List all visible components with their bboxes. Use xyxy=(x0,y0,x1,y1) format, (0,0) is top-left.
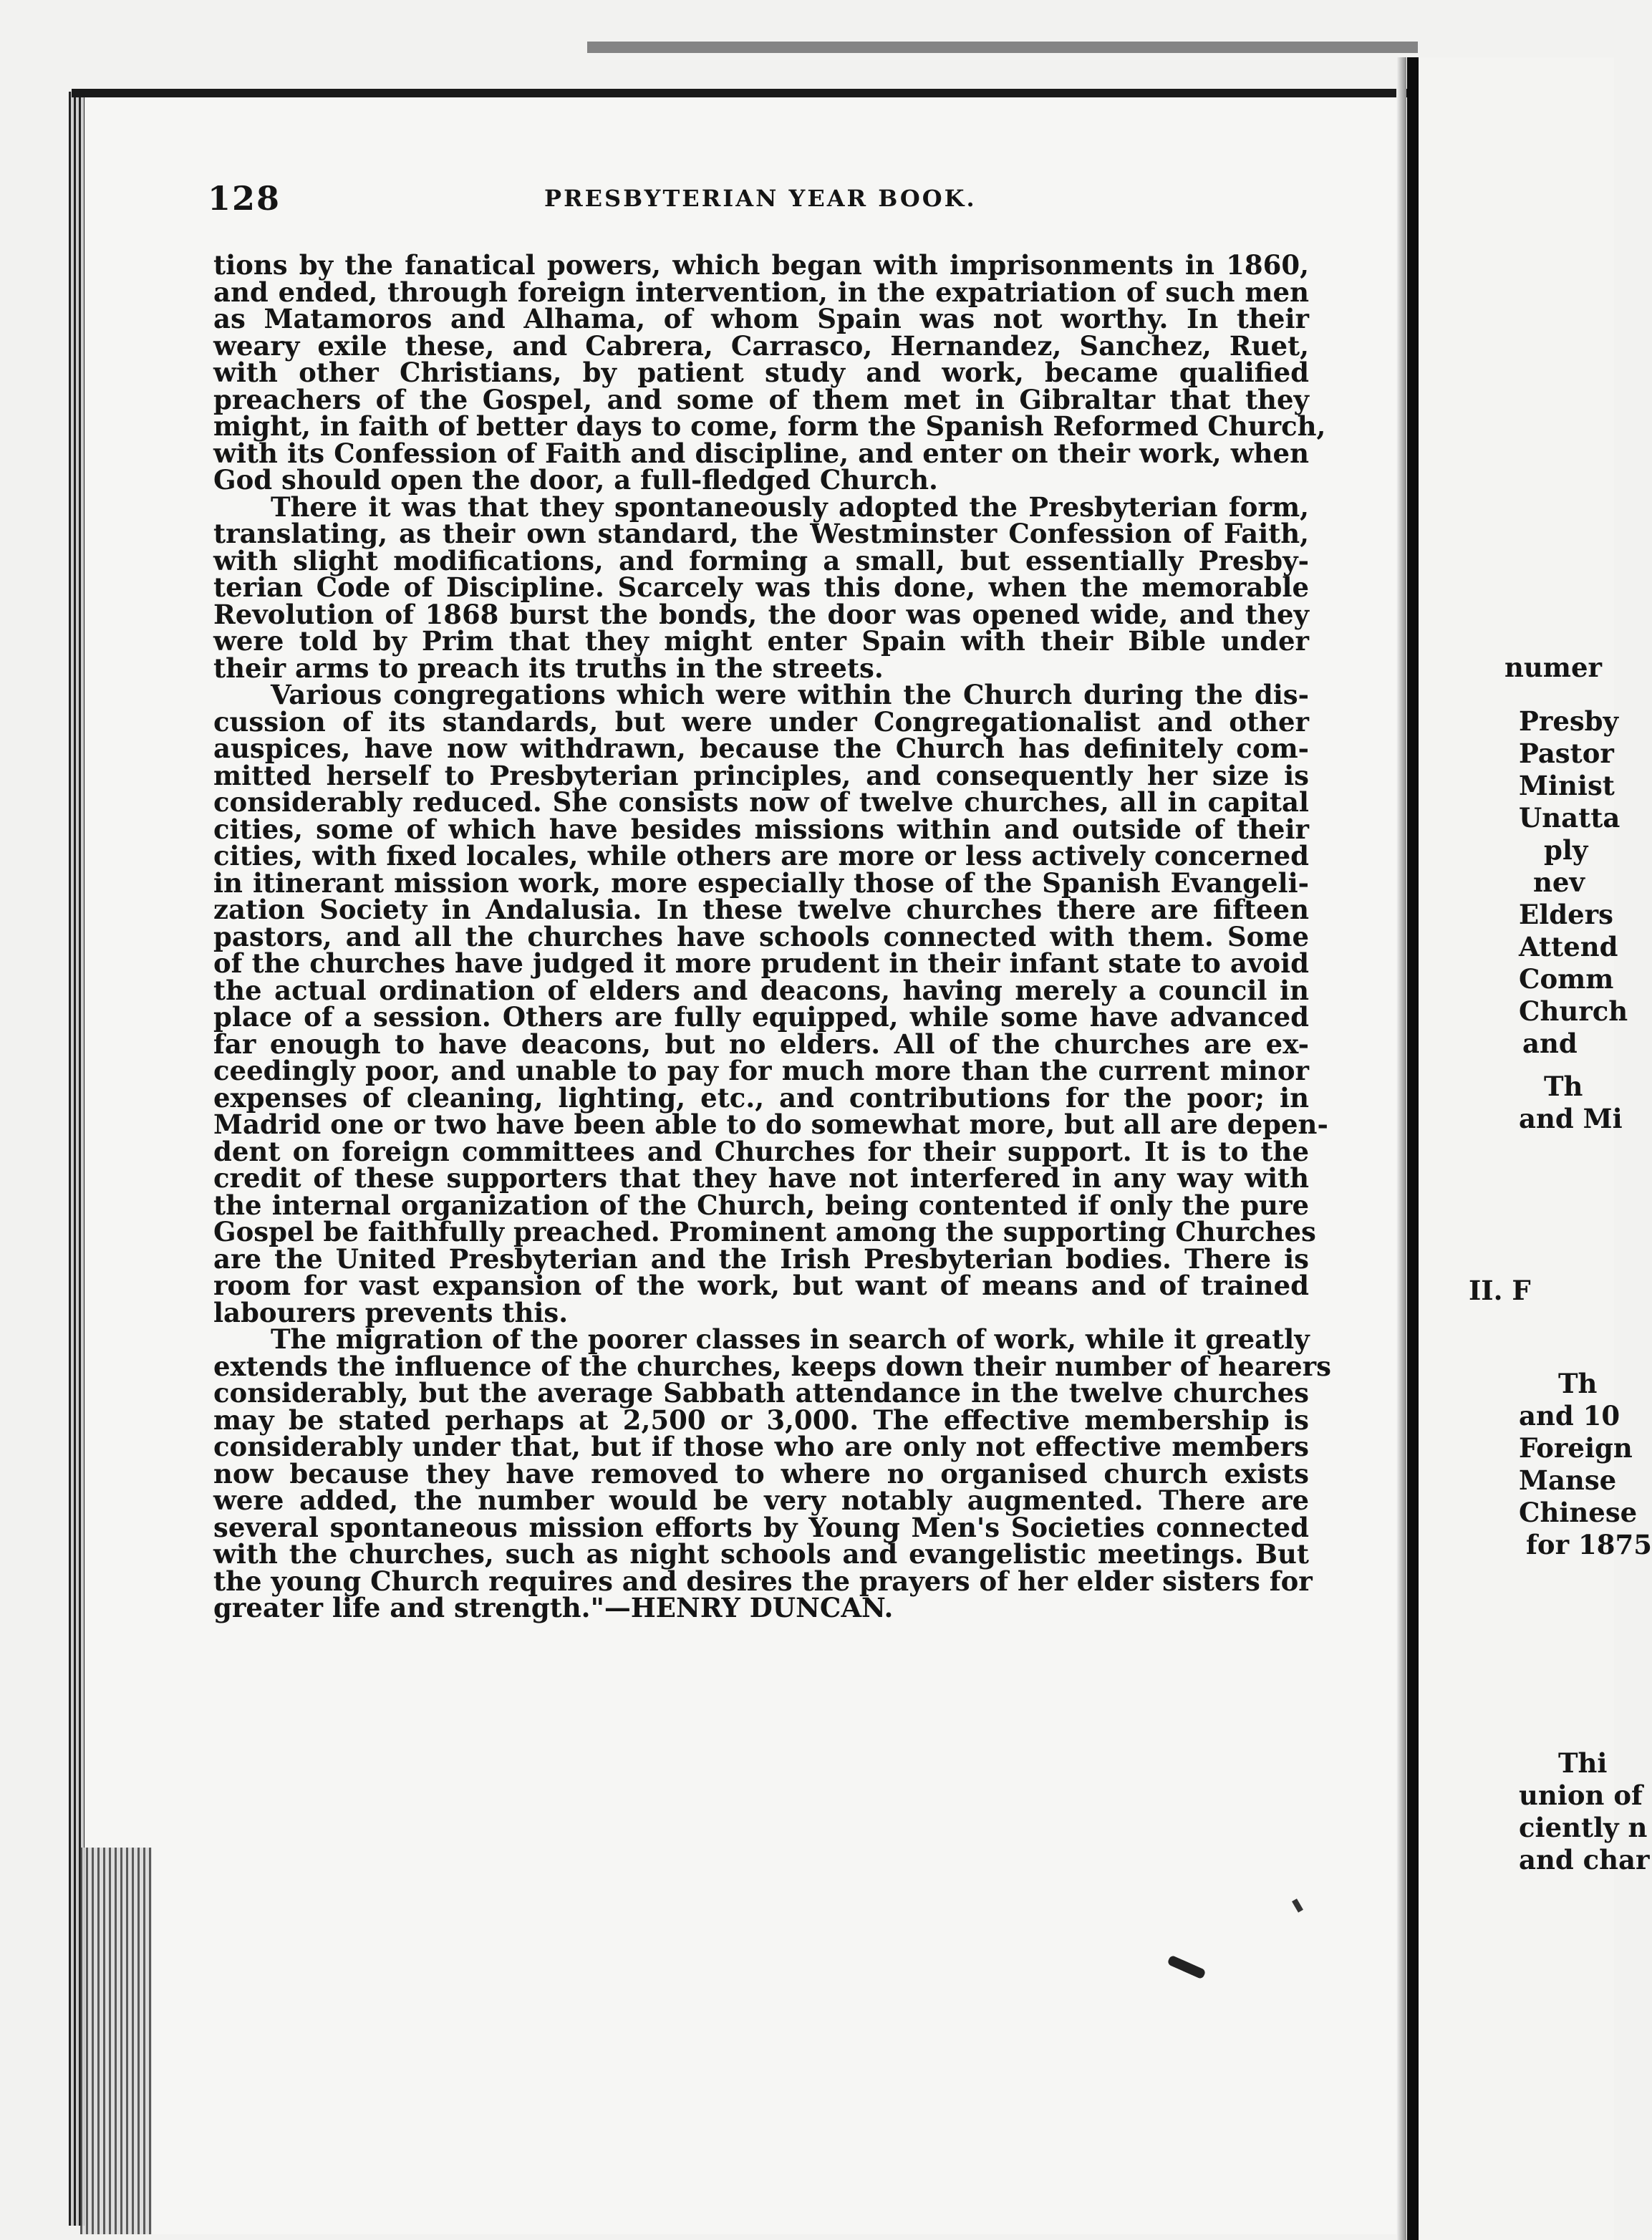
text-line: the young Church requires and desires the prayers of her elder sisters for xyxy=(213,1565,1313,1597)
text-line: and ended, through foreign intervention, in the expatriation of such men xyxy=(213,276,1309,308)
next-page-line: Pastor xyxy=(1519,738,1614,769)
next-page-line: Th xyxy=(1544,1071,1583,1102)
paragraph xyxy=(213,679,1328,1328)
text-line: Various congregations which were within the Church during the dis- xyxy=(271,679,1309,710)
page-edges-bottom xyxy=(80,1848,152,2234)
text-line: are the United Presbyterian and the Irish Presbyterian bodies. There is xyxy=(213,1242,1309,1275)
text-line: God should open the door, a full-fledged Church. xyxy=(213,464,938,496)
next-page-line: ply xyxy=(1544,834,1588,866)
text-line: were added, the number would be very notably augmented. There are xyxy=(213,1485,1309,1516)
text-line: considerably reduced. She consists now of twelve churches, all in capital xyxy=(213,786,1309,818)
paragraph xyxy=(213,249,1326,496)
text-line: dent on foreign committees and Churches for their support. It is to the xyxy=(213,1135,1309,1167)
text-line: as Matamoros and Alhama, of whom Spain was not worthy. In their xyxy=(213,303,1309,334)
next-page-line: numer xyxy=(1504,652,1602,683)
next-page-line: and char xyxy=(1519,1844,1650,1875)
text-line: cities, with fixed locales, while others are more or less actively concerned xyxy=(213,840,1309,872)
text-line: ceedingly poor, and unable to pay for much more than the current minor xyxy=(213,1055,1309,1086)
text-line: considerably under that, but if those who are only not effective members xyxy=(213,1431,1309,1462)
next-page-line: union of xyxy=(1519,1780,1643,1811)
next-page-line: Church xyxy=(1519,995,1628,1027)
next-page-line: Presby xyxy=(1519,705,1619,737)
next-page-line: and Mi xyxy=(1519,1103,1623,1134)
text-line: preachers of the Gospel, and some of them met in Gibraltar that they xyxy=(213,383,1309,415)
text-line: the internal organization of the Church, being contented if only the pure xyxy=(213,1189,1309,1221)
paragraph xyxy=(213,491,1309,684)
text-line: several spontaneous mission efforts by Young Men's Societies connected xyxy=(213,1511,1309,1543)
next-page-line: and xyxy=(1522,1028,1578,1059)
next-page-line: Unatta xyxy=(1519,802,1620,834)
text-line: the actual ordination of elders and deacons, having merely a council in xyxy=(213,974,1309,1006)
text-line: now because they have removed to where no organised church exists xyxy=(213,1457,1309,1490)
next-page-line: Attend xyxy=(1519,931,1618,962)
text-line: considerably, but the average Sabbath attendance in the twelve churches xyxy=(213,1377,1309,1409)
text-line: Madrid one or two have been able to do somewhat more, but all are depen- xyxy=(213,1109,1328,1140)
text-line: place of a session. Others are fully equipped, while some have advanced xyxy=(213,1001,1309,1033)
text-line: auspices, have now withdrawn, because the Church has definitely com- xyxy=(213,733,1309,764)
text-line: There it was that they spontaneously adopted the Presbyterian form, xyxy=(271,491,1309,523)
body-text xyxy=(213,249,1331,1623)
next-page-line: Comm xyxy=(1519,963,1614,995)
next-page-line: Chinese xyxy=(1519,1497,1638,1528)
text-line: labourers prevents this. xyxy=(213,1296,569,1328)
next-page-line: Foreign xyxy=(1519,1432,1633,1464)
next-page-line: Manse xyxy=(1519,1464,1617,1496)
text-line: may be stated perhaps at 2,500 or 3,000. The effective membership is xyxy=(213,1404,1309,1436)
text-line: cities, some of which have besides missions within and outside of their xyxy=(213,813,1309,845)
next-page-line: for 1875 xyxy=(1526,1529,1652,1560)
next-page-line: II. F xyxy=(1469,1275,1531,1306)
text-line: Gospel be faithfully preached. Prominent among the supporting Churches xyxy=(213,1216,1316,1247)
page-number: 128 xyxy=(208,179,281,218)
text-line: were told by Prim that they might enter Spain with their Bible under xyxy=(213,625,1309,657)
text-line: Revolution of 1868 burst the bonds, the door was opened wide, and they xyxy=(213,598,1309,630)
text-line: might, in faith of better days to come, form the Spanish Reformed Church, xyxy=(213,410,1326,442)
next-page-line: nev xyxy=(1533,866,1585,898)
next-page-line: ciently n xyxy=(1519,1812,1648,1843)
text-line: expenses of cleaning, lighting, etc., and contributions for the poor; in xyxy=(213,1081,1309,1114)
text-line: mitted herself to Presbyterian principles, and consequently her size is xyxy=(213,759,1309,791)
text-line: with other Christians, by patient study and work, became qualified xyxy=(213,357,1309,388)
next-page-line: and 10 xyxy=(1519,1400,1620,1432)
next-page-line: Th xyxy=(1558,1368,1598,1399)
book-gutter xyxy=(1407,57,1419,2240)
scan-artifact xyxy=(587,42,1418,53)
text-line: zation Society in Andalusia. In these twelve churches there are fifteen xyxy=(213,894,1309,925)
text-line: their arms to preach its truths in the streets. xyxy=(213,652,884,684)
text-line: far enough to have deacons, but no elders. All of the churches are ex- xyxy=(213,1028,1309,1060)
text-line: cussion of its standards, but were under Congregationalist and other xyxy=(213,705,1309,738)
text-line: extends the influence of the churches, keeps down their number of hearers xyxy=(213,1350,1331,1382)
text-line: pastors, and all the churches have schools connected with them. Some xyxy=(213,920,1309,952)
text-line: with its Confession of Faith and discipline, and enter on their work, when xyxy=(213,437,1309,469)
text-line: weary exile these, and Cabrera, Carrasco, Hernandez, Sanchez, Ruet, xyxy=(213,329,1309,362)
next-page-fragment xyxy=(1419,57,1652,2240)
next-page-line: Elders xyxy=(1519,899,1613,930)
text-line: translating, as their own standard, the Westminster Confession of Faith, xyxy=(213,518,1309,549)
scan-border xyxy=(72,89,1418,97)
text-line: tions by the fanatical powers, which began with imprisonments in 1860, xyxy=(213,249,1309,281)
next-page-line: Minist xyxy=(1519,770,1615,801)
text-line: room for vast expansion of the work, but want of means and of trained xyxy=(213,1270,1309,1301)
paragraph xyxy=(213,1323,1331,1623)
gutter-shadow xyxy=(1396,57,1406,2240)
text-line: of the churches have judged it more prudent in their infant state to avoid xyxy=(213,947,1309,979)
text-line: greater life and strength."—HENRY DUNCAN. xyxy=(213,1592,894,1623)
page-header xyxy=(208,179,1310,222)
text-line: in itinerant mission work, more especially those of the Spanish Evangeli- xyxy=(213,866,1309,899)
next-page-line: Thi xyxy=(1558,1747,1608,1779)
text-line: credit of these supporters that they have not interfered in any way with xyxy=(213,1162,1309,1194)
text-line: with the churches, such as night schools and evangelistic meetings. But xyxy=(213,1538,1309,1570)
text-line: The migration of the poorer classes in search of work, while it greatly xyxy=(271,1323,1310,1355)
text-line: terian Code of Discipline. Scarcely was this done, when the memorable xyxy=(213,571,1309,603)
running-head: PRESBYTERIAN YEAR BOOK. xyxy=(544,185,977,212)
text-line: with slight modifications, and forming a small, but essentially Presby- xyxy=(213,544,1309,576)
